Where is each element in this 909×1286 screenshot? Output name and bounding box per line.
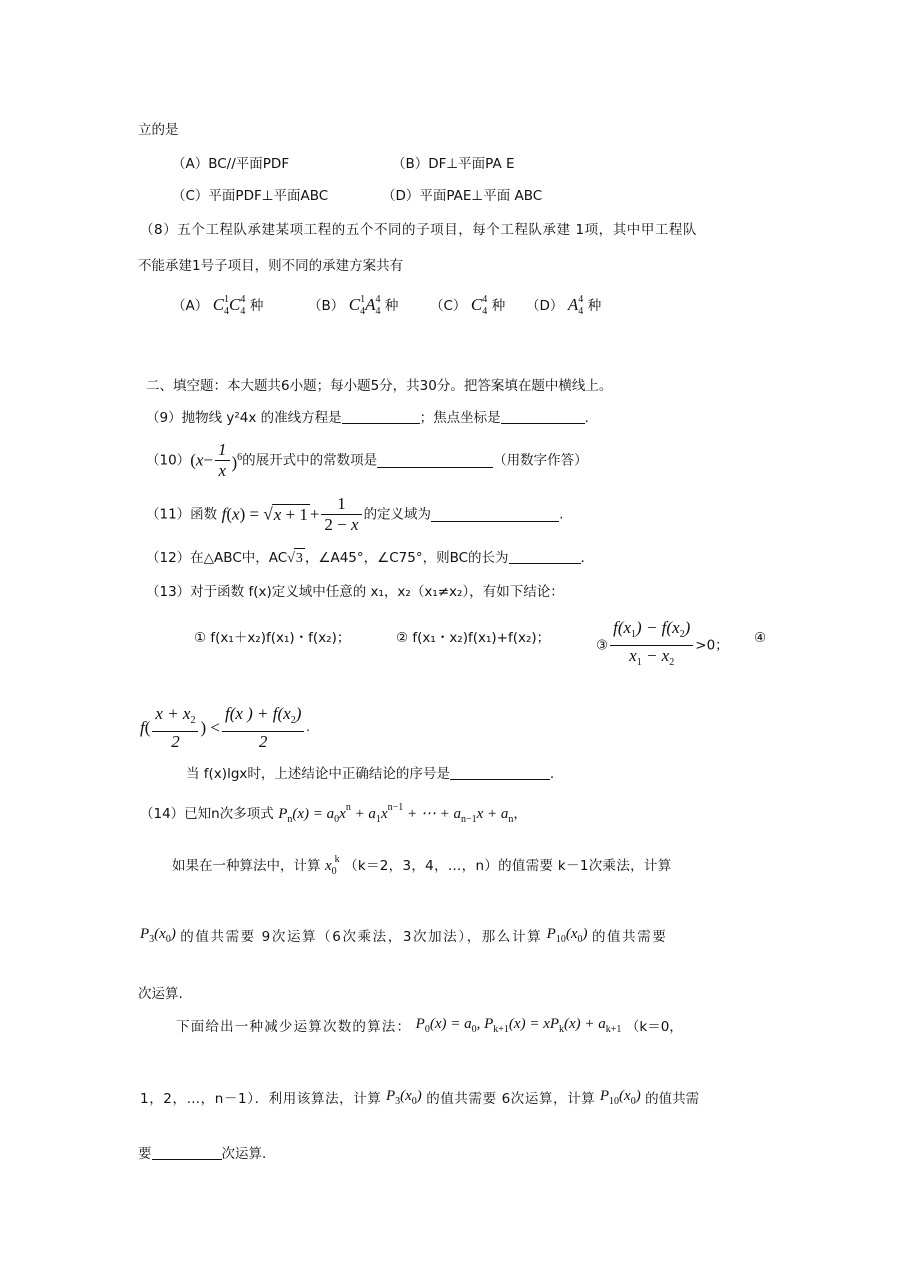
q10-rparen: )$^6$ bbox=[231, 452, 243, 472]
q14-line1 bbox=[140, 798, 527, 828]
q8-option-b-unit: 种 bbox=[384, 298, 399, 314]
q13-conclusion-4-mark: ④ bbox=[754, 630, 767, 646]
q7-option-d: （D）平面PAE⊥平面 ABC bbox=[382, 188, 543, 204]
q11: （11）函数 f(x) = √x + 1 + $\frac{1}{2 - x}$ 的定义域为 . bbox=[146, 494, 564, 534]
q11-after: 的定义域为 bbox=[363, 506, 432, 523]
q11-frac: $\frac{1}{2 - x}$ bbox=[321, 494, 361, 535]
q8-option-a-label: （A） bbox=[172, 298, 209, 314]
q8-option-d-unit: 种 bbox=[587, 298, 602, 314]
q14-line1-end: ， bbox=[513, 806, 527, 822]
q12-rest: ，∠A45°，∠C75°，则BC的长为 bbox=[304, 550, 509, 566]
q10-lparen: ( bbox=[190, 450, 196, 470]
q14-p6-end: 次运算. bbox=[221, 1146, 267, 1162]
q10-frac: $\frac{1}{x}$ bbox=[215, 440, 230, 481]
q13-conclusion-2: ② f(x₁・x₂)f(x₁)+f(x₂)； bbox=[396, 630, 551, 646]
q10-x: x bbox=[195, 450, 204, 470]
q14-p4-end: （k＝0， bbox=[625, 1019, 683, 1035]
q9 bbox=[146, 408, 589, 428]
q13-ask bbox=[186, 764, 554, 784]
q13-c3-tail: >0； bbox=[695, 637, 729, 654]
q14-label: （14）已知n次多项式 bbox=[140, 806, 274, 822]
q9-mid: ；焦点坐标是 bbox=[419, 410, 501, 426]
q10-blank bbox=[377, 453, 493, 468]
q14-p1-text: 如果在一种算法中，计算 bbox=[172, 858, 321, 874]
q12-sqrt-val: 3 bbox=[294, 548, 305, 569]
q14-p2-end: 的值共需要 bbox=[591, 929, 668, 945]
q8-line1: （8）五个工程队承建某项工程的五个不同的子项目，每个工程队承建 1项，其中甲工程队 bbox=[140, 222, 698, 238]
q11-end: . bbox=[559, 506, 564, 523]
q14-p1 bbox=[172, 850, 672, 886]
q8-option-b bbox=[308, 290, 398, 322]
q8-option-c-expr: $C_4^4$ bbox=[470, 294, 488, 317]
q8-option-c-label: （C） bbox=[430, 298, 467, 314]
q7-option-b: （B）DF⊥平面PA E bbox=[392, 156, 515, 172]
q12 bbox=[146, 548, 585, 569]
q10-minus: − bbox=[203, 450, 213, 470]
q14-p1-rest: （k＝2，3，4，…，n）的值需要 k－1次乘法，计算 bbox=[344, 858, 672, 874]
q14-p3: 次运算. bbox=[138, 986, 183, 1002]
q12-text: （12）在△ABC中，AC bbox=[146, 550, 288, 566]
q8-option-c-unit: 种 bbox=[491, 298, 506, 314]
q14-p10x0-b: $P_{10}(x_0)$ bbox=[599, 1088, 641, 1107]
q14-p5-text: 1，2，…，n－1）．利用该算法，计算 bbox=[140, 1091, 382, 1107]
q8-option-b-label: （B） bbox=[308, 298, 345, 314]
q13-ask-end: . bbox=[549, 766, 555, 782]
q9-end: . bbox=[584, 410, 589, 426]
section2-title: 二、填空题：本大题共6小题；每小题5分，共30分。把答案填在题中横线上。 bbox=[146, 378, 613, 394]
q14-recurrence: $P_0(x) = a_0$, $P_{k+1}(x) = xP_k(x) + a_{k+1}$ bbox=[415, 1016, 622, 1035]
q14-p5-mid: 的值共需要 6次运算，计算 bbox=[426, 1091, 596, 1107]
q12-end: . bbox=[580, 550, 585, 566]
q11-sqrt: x + 1 bbox=[273, 505, 308, 524]
q14-p4-text: 下面给出一种减少运算次数的算法： bbox=[176, 1019, 412, 1035]
q14-p3x0: $P_3(x_0)$ bbox=[140, 926, 176, 945]
q9-label: （9）抛物线 y²4x 的准线方程是 bbox=[146, 410, 342, 426]
q14-p10x0: $P_{10}(x_0)$ bbox=[546, 926, 588, 945]
q14-p2-text: 的值共需要 9次运算（6次乘法，3次加法），那么计算 bbox=[180, 929, 543, 945]
q14-p6-text: 要 bbox=[138, 1146, 152, 1162]
q14-blank bbox=[152, 1145, 222, 1160]
q13-line1: （13）对于函数 f(x)定义域中任意的 x₁，x₂（x₁≠x₂），有如下结论： bbox=[146, 584, 564, 600]
q8-option-a-unit: 种 bbox=[249, 298, 264, 314]
q8-option-d-label: （D） bbox=[526, 298, 564, 314]
q10-after: 的展开式中的常数项是 bbox=[242, 452, 378, 469]
q14-p4 bbox=[176, 1014, 683, 1050]
q8-option-d-expr: $A_4^4$ bbox=[567, 294, 584, 317]
q13-c4-right-frac: $\frac{f(x ) + f(x_2)}{2}$ bbox=[222, 704, 304, 752]
q14-p5 bbox=[140, 1086, 699, 1122]
q10-end: （用数字作答） bbox=[493, 452, 588, 469]
q13-c4-dot: . bbox=[306, 720, 310, 735]
q13-conclusion-4: f( $\frac{x + x_2}{2}$ ) < $\frac{f(x ) + f(x_2)}{2}$ . bbox=[140, 704, 310, 751]
q8-option-a-expr: $C_4^1C_4^4$ bbox=[212, 294, 246, 317]
q7-option-a: （A）BC//平面PDF bbox=[172, 156, 290, 172]
q11-label: （11）函数 bbox=[146, 506, 218, 523]
q13-c3-frac: $\frac{f(x_1) - f(x_2)}{x_1 - x_2}$ bbox=[610, 618, 693, 673]
q13-c4-left-frac: $\frac{x + x_2}{2}$ bbox=[152, 704, 198, 752]
q8-option-d bbox=[526, 290, 601, 322]
q13-ask-text: 当 f(x)lgx时，上述结论中正确结论的序号是 bbox=[186, 766, 450, 782]
q13-blank bbox=[450, 765, 550, 780]
q14-p3x0-b: $P_3(x_0)$ bbox=[385, 1088, 422, 1107]
q11-fx: f bbox=[221, 504, 227, 524]
q14-p5-end: 的值共需 bbox=[645, 1091, 700, 1107]
q13-c3-mark: ③ bbox=[596, 637, 609, 654]
q12-blank bbox=[509, 549, 581, 564]
q8-option-b-expr: $C_4^1A_4^4$ bbox=[348, 294, 381, 317]
q8-line2: 不能承建1号子项目，则不同的承建方案共有 bbox=[138, 258, 404, 274]
q8-option-c bbox=[430, 290, 505, 322]
q7-option-c: （C）平面PDF⊥平面ABC bbox=[172, 188, 329, 204]
continued-stem: 立的是 bbox=[138, 122, 179, 138]
q12-sqrt-sign: √ bbox=[287, 551, 295, 566]
q10 bbox=[146, 440, 588, 480]
q11-blank bbox=[431, 507, 559, 522]
q14-x0k: $x_0^k$ bbox=[324, 854, 340, 877]
q8-options bbox=[172, 290, 263, 322]
q13-conclusion-3 bbox=[596, 618, 729, 668]
q14-p2 bbox=[140, 924, 667, 960]
q10-label: （10） bbox=[146, 452, 191, 469]
q14-poly: $P_n(x) = a_0x^n + a_1x^{n-1}$ + ⋯ + $a_{n-1}x + a_n$ bbox=[278, 802, 514, 825]
q14-p6 bbox=[138, 1144, 266, 1164]
q9-blank-2 bbox=[501, 409, 585, 424]
q13-conclusion-1: ① f(x₁＋x₂)f(x₁)・f(x₂)； bbox=[194, 630, 351, 646]
q9-blank-1 bbox=[342, 409, 420, 424]
